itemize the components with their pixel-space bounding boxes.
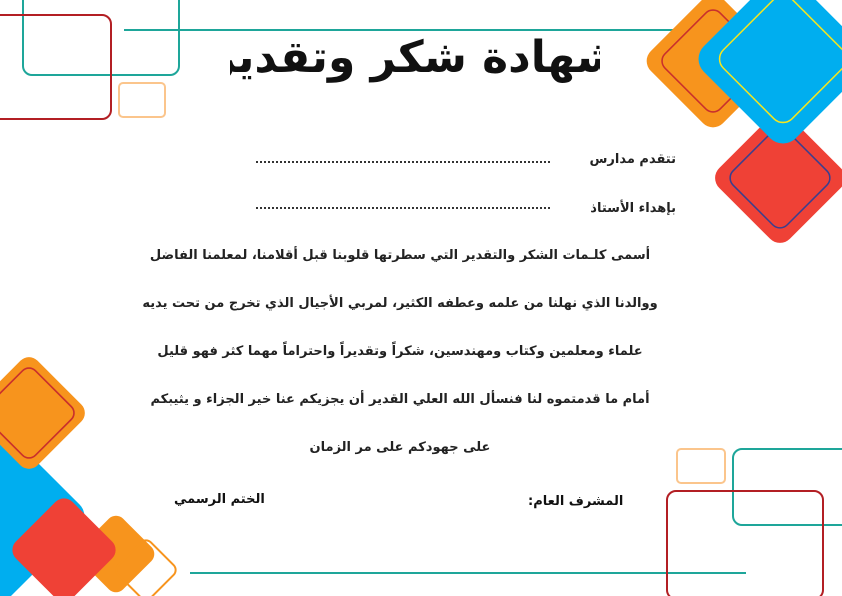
body-line-2: ووالدنا الذي نهلنا من علمه وعطفه الكثير، لمربي الأجيال الذي تخرج من تحت يديه: [142, 296, 658, 311]
field-teacher-dots: [256, 207, 550, 209]
certificate-title: [230, 8, 600, 98]
official-stamp-label: الختم الرسمي: [174, 492, 265, 507]
title-text: شهادة شكر وتقدير: [230, 32, 600, 83]
supervisor-signature-label: المشرف العام:: [528, 494, 624, 509]
certificate-title-graphic: [230, 8, 600, 98]
decor-red-square-top-left: [0, 14, 112, 120]
field-school-dots: [256, 161, 550, 163]
decor-peach-square-top-left: [118, 82, 166, 118]
body-line-5: على جهودكم على مر الزمان: [309, 440, 491, 455]
field-teacher-label: بإهداء الأستاذ: [590, 201, 676, 216]
body-line-3: علماء ومعلمين وكتاب ومهندسين، شكراً وتقديراً واحتراماً مهما كثر فهو قليل: [157, 344, 643, 359]
decor-red-square-bottom-right: [666, 490, 824, 596]
body-line-1: أسمى كلـمات الشكر والتقدير التي سطرتها قلوبنا قبل أقلامنا، لمعلمنا الفاضل: [149, 248, 651, 263]
decor-teal-line-bottom: [190, 572, 746, 574]
field-school-label: تتقدم مدارس: [589, 152, 676, 167]
body-line-4: أمام ما قدمتموه لنا فنسأل الله العلي القدير أن يجزيكم عنا خير الجزاء و يثيبكم: [150, 392, 650, 407]
